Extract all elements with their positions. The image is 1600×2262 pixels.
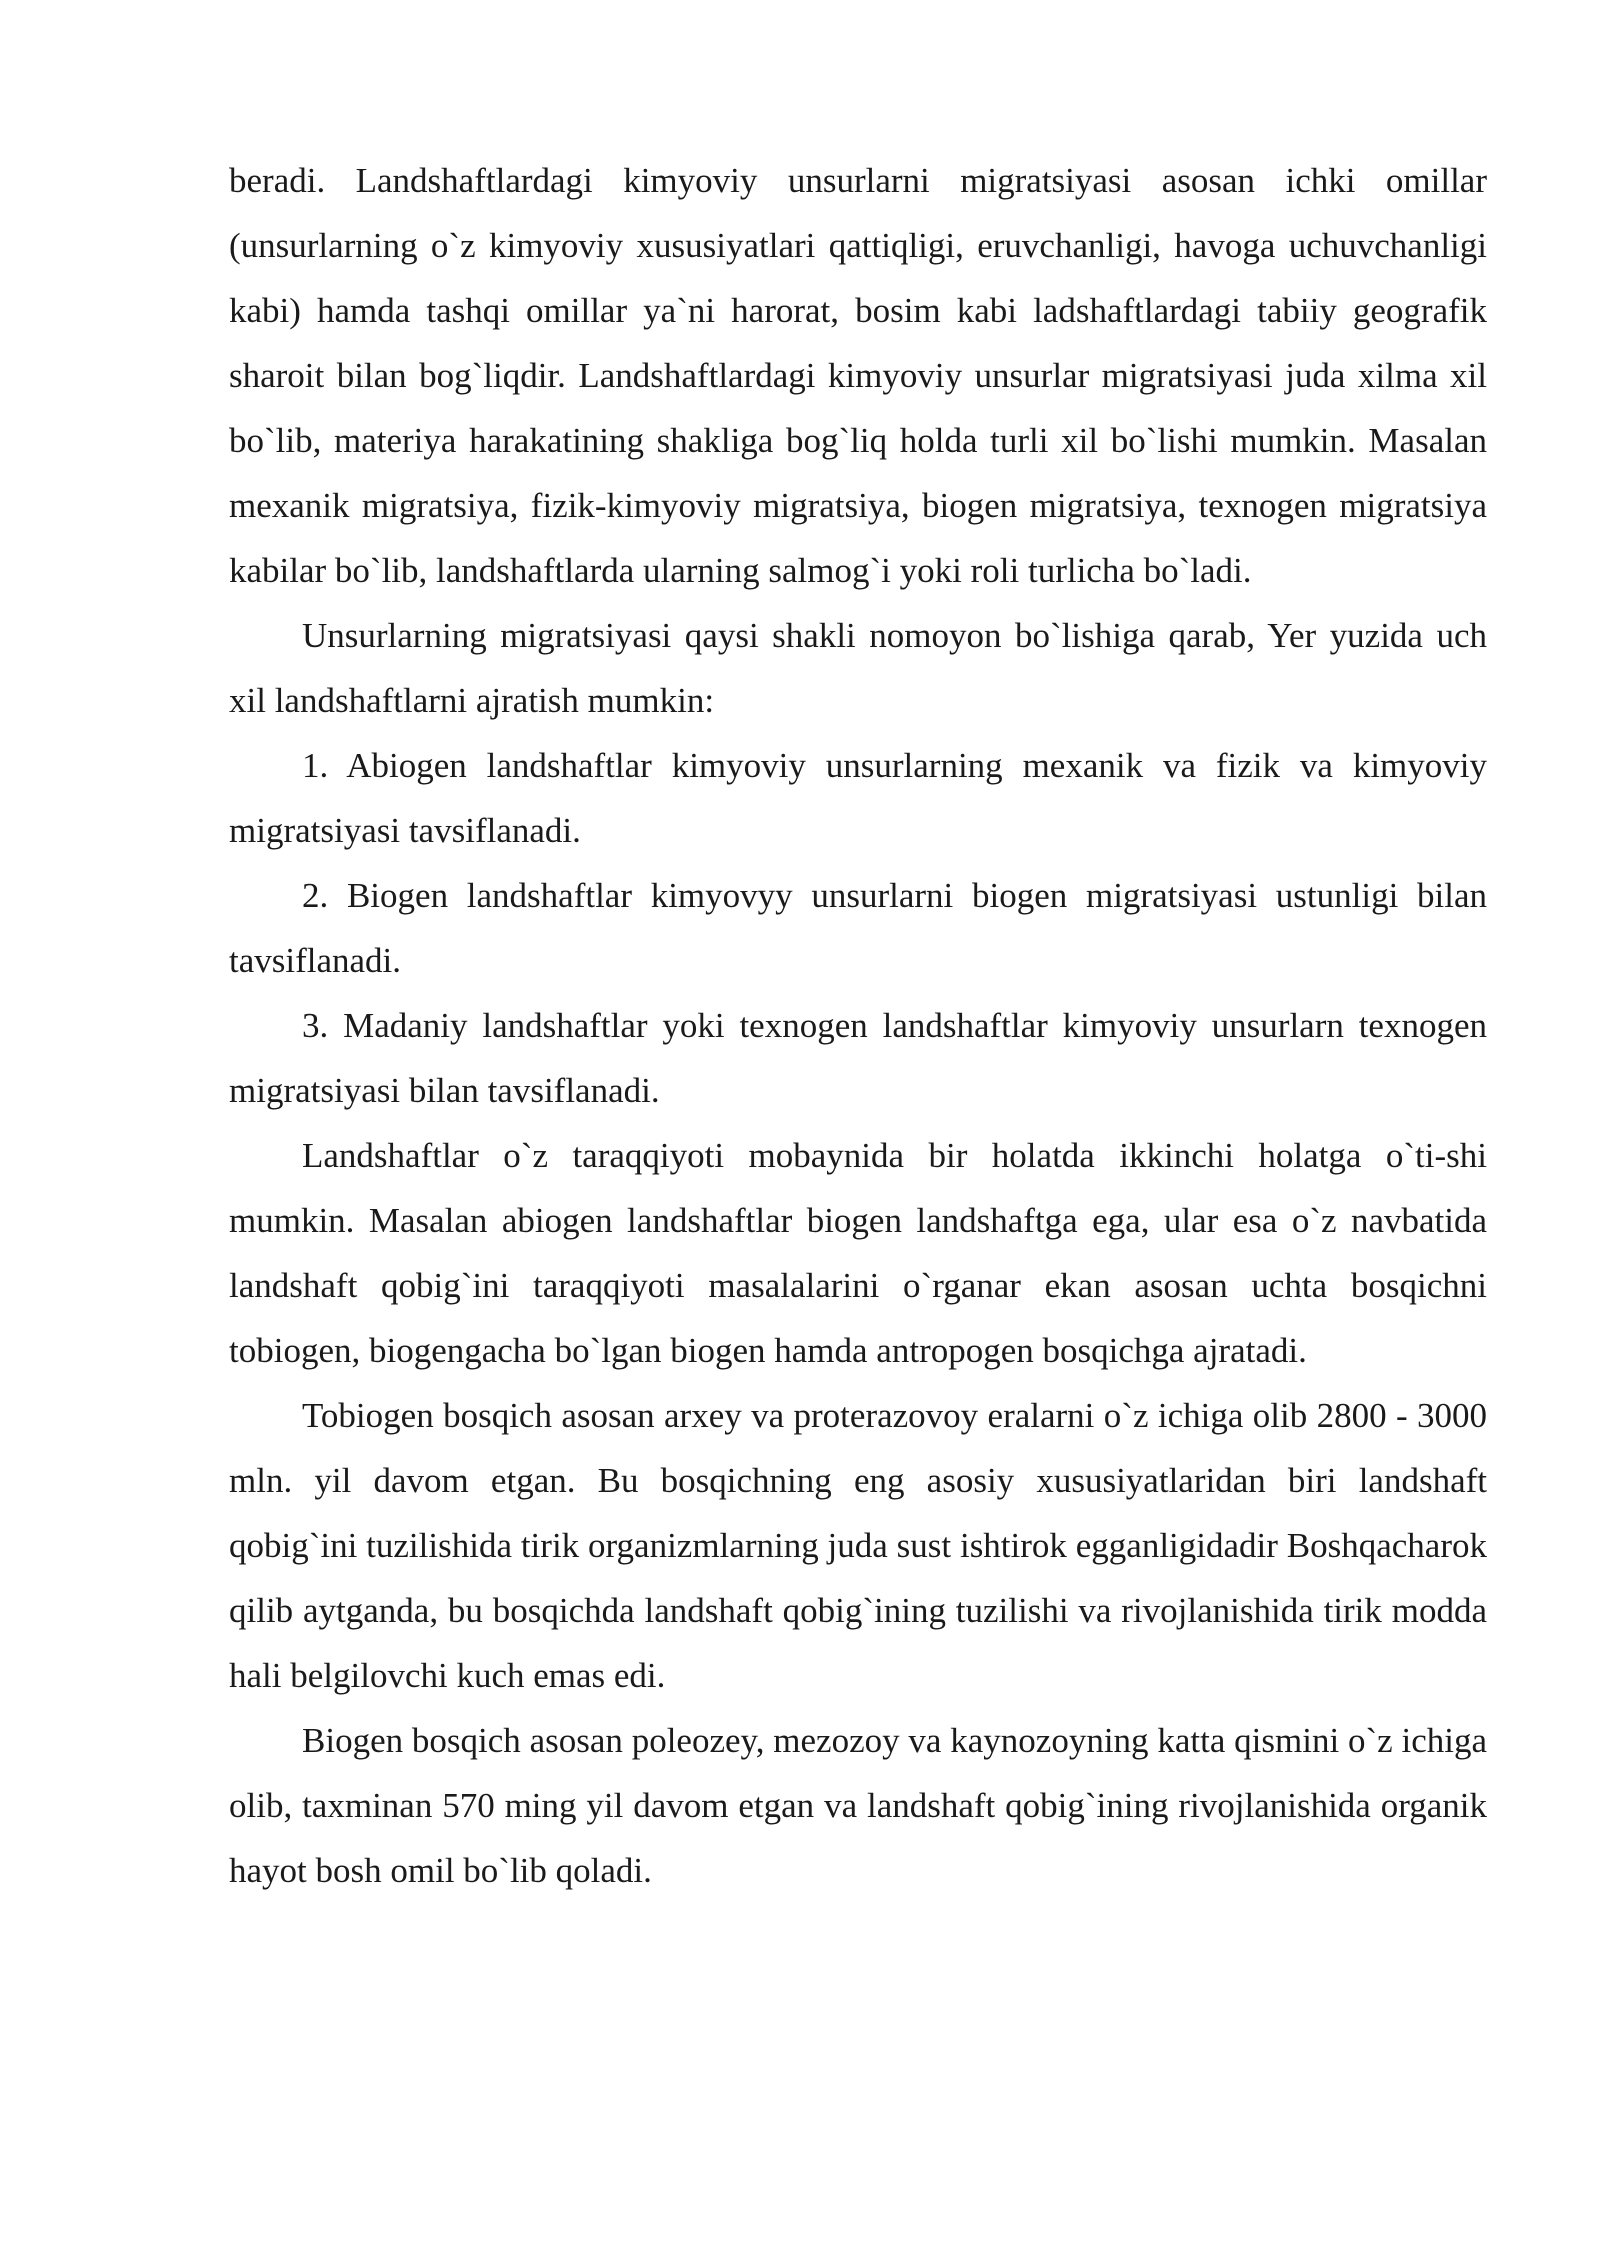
paragraph-development-stages: Landshaftlar o`z taraqqiyoti mobaynida bir holatda ikkinchi holatga o`ti-shi mumkin. Masalan abiogen landshaftlar biogen landshaftga ega, ular esa o`z navbatida landshaft qobig`ini taraqqiyoti masalalarini o`rganar ekan asosan uchta bosqichni tobiogen, biogengacha bo`lgan biogen hamda antropogen bosqichga ajratadi.: [229, 1136, 1487, 1370]
paragraph-continuation: beradi. Landshaftlardagi kimyoviy unsurlarni migratsiyasi asosan ichki omillar (unsurlarning o`z kimyoviy xususiyatlari qattiqligi, eruvchanligi, havoga uchuvchanligi kabi) hamda tashqi omillar ya`ni harorat, bosim kabi ladshaftlardagi tabiiy geografik sharoit bilan bog`liqdir. Landshaftlardagi kimyoviy unsurlar migratsiyasi juda xilma xil bo`lib, materiya harakatining shakliga bog`liq holda turli xil bo`lishi mumkin. Masalan mexanik migratsiya, fizik-kimyoviy migratsiya, biogen migratsiya, texnogen migratsiya kabilar bo`lib, landshaftlarda ularning salmog`i yoki roli turlicha bo`ladi.: [229, 161, 1487, 590]
list-item-cultural: 3. Madaniy landshaftlar yoki texnogen landshaftlar kimyoviy unsurlarn texnogen migratsiyasi bilan tavsiflanadi.: [229, 1006, 1487, 1110]
paragraph-migration-forms: Unsurlarning migratsiyasi qaysi shakli nomoyon bo`lishiga qarab, Yer yuzida uch xil landshaftlarni ajratish mumkin:: [229, 616, 1487, 720]
document-body: [229, 148, 1487, 1903]
list-item-abiogen: 1. Abiogen landshaftlar kimyoviy unsurlarning mexanik va fizik va kimyoviy migratsiyasi tavsiflanadi.: [229, 746, 1487, 850]
list-item-biogen: 2. Biogen landshaftlar kimyovyy unsurlarni biogen migratsiyasi ustunligi bilan tavsiflanadi.: [229, 876, 1487, 980]
paragraph-biogen-stage: Biogen bosqich asosan poleozey, mezozoy va kaynozoyning katta qismini o`z ichiga olib, taxminan 570 ming yil davom etgan va landshaft qobig`ining rivojlanishida organik hayot bosh omil bo`lib qoladi.: [229, 1721, 1487, 1890]
paragraph-tobiogen-stage: Tobiogen bosqich asosan arxey va proterazovoy eralarni o`z ichiga olib 2800 - 3000 mln. yil davom etgan. Bu bosqichning eng asosiy xususiyatlaridan biri landshaft qobig`ini tuzilishida tirik organizmlarning juda sust ishtirok egganligidadir Boshqacharok qilib aytganda, bu bosqichda landshaft qobig`ining tuzilishi va rivojlanishida tirik modda hali belgilovchi kuch emas edi.: [229, 1396, 1487, 1695]
